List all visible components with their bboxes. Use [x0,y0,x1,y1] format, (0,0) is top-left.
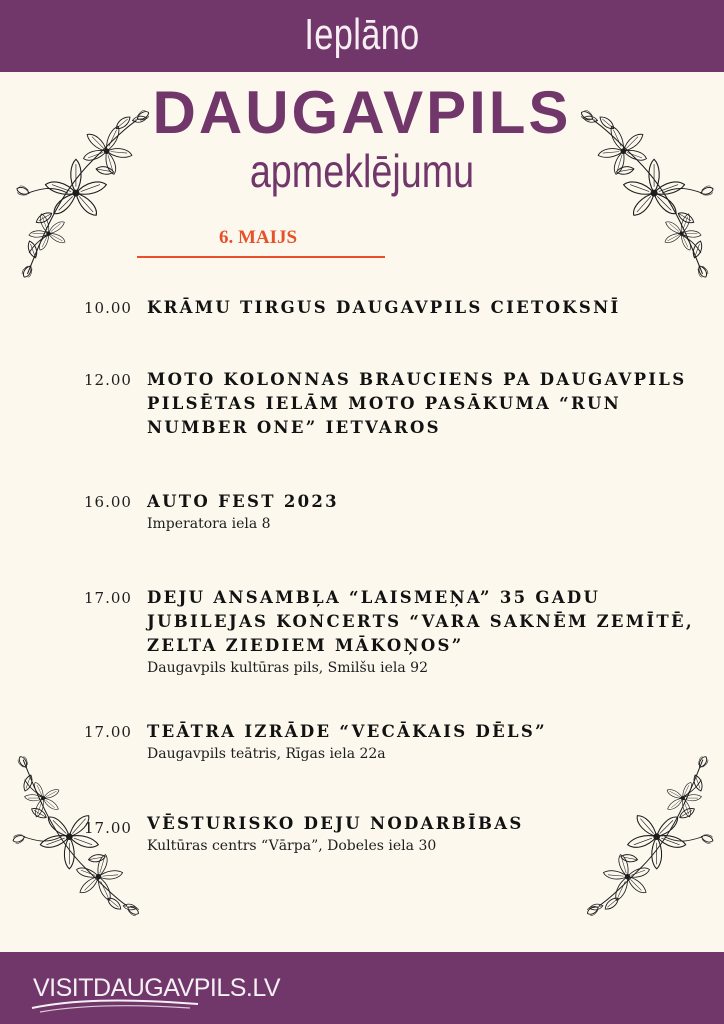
event-item [0,812,724,860]
event-time: 17.00 [84,819,132,837]
event-item [0,586,724,682]
event-title: KRĀMU TIRGUS DAUGAVPILS CIETOKSNĪ [147,298,621,317]
event-title: AUTO FEST 2023 [147,492,339,511]
event-time: 17.00 [84,589,132,607]
header-kicker: Ieplāno [304,10,420,59]
date-divider [137,256,385,258]
event-date: 6. MAIJS [219,227,298,248]
event-item [0,296,724,326]
event-time: 16.00 [84,493,132,511]
event-title: TEĀTRA IZRĀDE “VECĀKAIS DĒLS” [147,722,547,741]
event-item [0,368,724,442]
event-title: MOTO KOLONNAS BRAUCIENS PA DAUGAVPILS PILSĒTAS IELĀM MOTO PASĀKUMA “RUN NUMBER ONE” IETVAROS [147,370,687,437]
top-banner [0,0,724,72]
event-title: DEJU ANSAMBĻA “LAISMEŅA” 35 GADU JUBILEJAS KONCERTS “VARA SAKNĒM ZEMĪTĒ, ZELTA ZIEDIEM MĀKOŅOS” [147,588,694,655]
event-location: Daugavpils teātris, Rīgas iela 22a [147,746,386,762]
page-title: DAUGAVPILS [152,79,572,146]
event-location: Daugavpils kultūras pils, Smilšu iela 92 [147,660,428,676]
event-location: Imperatora iela 8 [147,516,271,532]
event-item [0,720,724,768]
bottom-banner [0,952,724,1024]
event-time: 17.00 [84,723,132,741]
event-location: Kultūras centrs “Vārpa”, Dobeles iela 30 [147,838,437,854]
event-item [0,490,724,538]
brand-swoosh-icon [30,992,200,1014]
event-time: 10.00 [84,299,132,317]
event-time: 12.00 [84,371,132,389]
brand-link[interactable]: VISITDAUGAVPILS.LV [33,974,281,1002]
page-subtitle: apmeklējumu [249,145,475,197]
event-title: VĒSTURISKO DEJU NODARBĪBAS [147,814,524,833]
